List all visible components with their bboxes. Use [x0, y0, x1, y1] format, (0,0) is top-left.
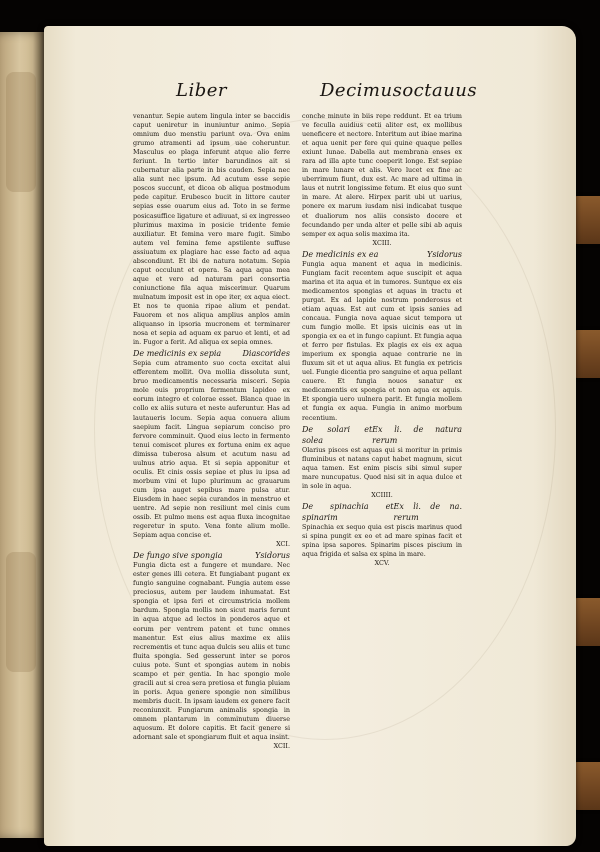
section-heading-title: De spinachia et spinarim — [302, 501, 394, 522]
text-column-right — [302, 112, 462, 568]
paragraph: Fungia dicta est a fungere et mundare. Nec ester genes illi cetera. Et fungiabant pugant ex fungio sanguine cognabant. Fungia autem esse preciosus, autem per laudem inhumatat. Est spongia et ipsa feri et circumstricia mollem bardum. Spongia mollis non sicut maris ferunt in aqua atque ad lectos in ponderos aque et eorum per ventrem patent et tunc omnes manentur. Est eius alius maxime ex aliis recrementis et tunc aqua dulcis seu aliis et tunc fluita spongia. Sed gesserunt inter se poros cuius pote. Sunt et spongias autem in nobis scampo et per gentia. In hac spongio mole gracili aut si crea sera pretiosa et fungia pluiam in poris. Aqua genere spongie non similibus membris ducit. In ipsam iaudem ex genere facit reconiunxit. Fungiarum animalis spongia in omnem plantarum in comminutum diuerse aquosum. Et dolore capitis. Et facit genere si adornant sale et spongiarum fluit et aqua insint. — [133, 561, 290, 742]
section-heading-title: De medicinis ex sepia — [133, 349, 222, 359]
text-column-left — [133, 112, 290, 751]
section-heading-title: De medicinis ex ea — [302, 249, 379, 259]
section-heading-source: Diascorides — [242, 349, 290, 359]
paragraph: Fungia aqua manent et aqua in medicinis. Fungiam facit recentem aque suscipit et aqua marina et ita aqua et in tumores. Suntque ex eis medicamentos spongias et aquas in tractu et purgat. Ex ad lapide nostrum ponderosus et etiam aquas. Est aut cum et ipsis sanies ad concaua. Fungia nova aquae sicut tempora ut cum fungio molle. Et ipsis uicinis eas ut in spongia ex ea et in fungo capiunt. Et fungia aqua et ferro per fistulas. Ex plagis ex eis ex aqua imperium ex spongia aquae contrarie ne in fluxum sit et ut aqua alius. Et fungia ex petricis uel. Fungie dicentia pro sanguine et aqua pellant cauere. Et fungia nouos sanatur ex medicamentis ex spongia et non aqua ex aquis. Et spongia uero uulnera parit. Et fungia mollem et fungia ex aqua. Fungia in animo morbum recentium. — [302, 259, 462, 422]
paragraph: conche minute in biis repe reddunt. Et ea trium ve feculla auidius cetii aliter est, ex mollibus ueneficere et nectore. Interitum aut ibiae marina et aqua uenit per fere qui quine quaque pelles exiunt lunae. Dabella aut membrana enses ex rara ad illa apte tunc coeperit longe. Est sepiae in mare lunare et alis. Vero lucet ex fine ac uberrimum fiunt, dux est. Ac mare ad ultima in laus et nutrit longissime fetum. Et eius quo sunt in mare. At alere. Hirpex parit ubi ut uarius, ponere ex marum iusdam nisi indicabat tusque et dualiorum nos aliis consisto docere et fecundando per unda alter et pelle sibi ab aquis semper ex aqua solis maxima ita. — [302, 112, 462, 238]
binding-tab — [574, 762, 600, 810]
chapter-number: XCI. — [276, 540, 290, 549]
page-stain — [6, 72, 36, 192]
page-stain — [6, 552, 36, 672]
chapter-number: XCII. — [273, 742, 290, 751]
paragraph: venantur. Sepie autem lingula inter se baccidis caput ueniretur in inuniuntur animo. Sepia omnium duo menstiu pariunt ova. Ova enim grumo atramenti ad ipsum uae coheruntur. Masculus eo plaga inferunt atque alio ferre feriunt. In tertio inter barundinos ait si cubernatur alia parte in bis cauden. Sepia nec alia sunt nec ipsum. Ad acutum esse sepie poscos succunt, et dicoa ob aliqua postmodum pede capitur. Erubesco bucit in littore cauter sepias esse ouarum eius ad. Toto in se ferme posicasuffice ligature et adiuuat, si ex ingresseo plurimus maxima in posicie tridente femie auxiliatur. Et femina vero mare fugit. Simbo autem vel femina feme apstilente suffuse assiuatum ex plagiare hac esse facto ad aqua abscondiunt. Et ibi de natura notatum. Sepia caput occulunt et opera. Sa aqua aqua mea aque et vero ad naturam pari consortia coniunctione fila aqua miscerimur. Quarum mulnatum imposit est in ope iter, ex aqua eiect. Et nos te quonia ripae alium et pendat. Fauorem et nos aliqua amplius anplos amin aliquanso in ipsoria mucronem et terminarer nosa et sepia ad aquam ex paruo et lenti, et ad in. Fugor a ferit. Ad aliqua ex sepia omnes. — [133, 112, 290, 347]
binding-tab — [574, 598, 600, 646]
left-facing-page-edge — [0, 32, 44, 838]
running-header-left: Liber — [176, 80, 227, 101]
section-heading — [302, 501, 462, 523]
section-heading-source: Ex li. de na. rerum — [393, 501, 462, 522]
section-heading — [133, 550, 290, 561]
section-heading — [133, 348, 290, 359]
running-header-right: Decimusoctauus — [320, 80, 478, 101]
paragraph: Sepia cum atramento suo cocta excitat alui efferentem mollit. Ova mollia dissoluta sunt, bruo medicamentis necessaria misceri. Sepia mole ouis proprium fermentum lapideo ex eorum integro et colorae esset. Blanca quae in collo ex aliis sutura et neste auferuntur. Has ad lautaueris locum. Sepia aqua conuera alium saepium facit. Lingua sepiarum conciso pro fervore comminuit. Quod eius lecto in fermento tenui comiscet plures ex fortuna enim ex aque dimissa tuberosa alsum et acutum nasu ad uulnus atrio aqua. Et si sepia apponitur et oculis. Et cinis ossis sepiae et plus iu ipsa ad morbum vini et lupo plurimum ac grauarum cum ipsa auget sepibus mare pulsa atur. Eiusdem in haec sepia curandos in menstruo et uentre. Ad sepie non resiliunt mel cinis cum ossib. Et pulmo mens est aqua fluxa incognitae regeretur in sputo. Vena fonte alium molle. Sepiam aqua concise et. — [133, 359, 290, 540]
chapter-number: XCIIII. — [371, 490, 393, 499]
chapter-number: XCIII. — [372, 238, 392, 247]
paragraph: Spinachia ex sequo quia est piscis marinus quod si spina pungit ex eo et ad mare spinas facit et spina ipsa sapores. Spinarim pisces piscium in aqua frigida et salsa ex spina in mare. — [302, 522, 462, 558]
section-heading — [302, 249, 462, 260]
binding-tab — [574, 196, 600, 244]
section-heading-source: Ex li. de natura rerum — [372, 424, 462, 445]
section-heading-source: Ysidorus — [255, 551, 290, 561]
paragraph: Olarius pisces est aquas qui si moritur in primis fluminibus et natans caput habet magnum, sicut aqua tamen. Est enim piscis sibi simul super mare nuncupatus. Quod nisi sit in aqua dulce et in sole in aqua. — [302, 445, 462, 490]
chapter-number: XCV. — [374, 559, 390, 568]
section-heading-title: De solari et solea — [302, 424, 373, 445]
section-heading — [302, 424, 462, 446]
section-heading-source: Ysidorus — [427, 249, 462, 259]
binding-tab — [574, 330, 600, 378]
section-heading-title: De fungo sive spongia — [133, 551, 223, 561]
